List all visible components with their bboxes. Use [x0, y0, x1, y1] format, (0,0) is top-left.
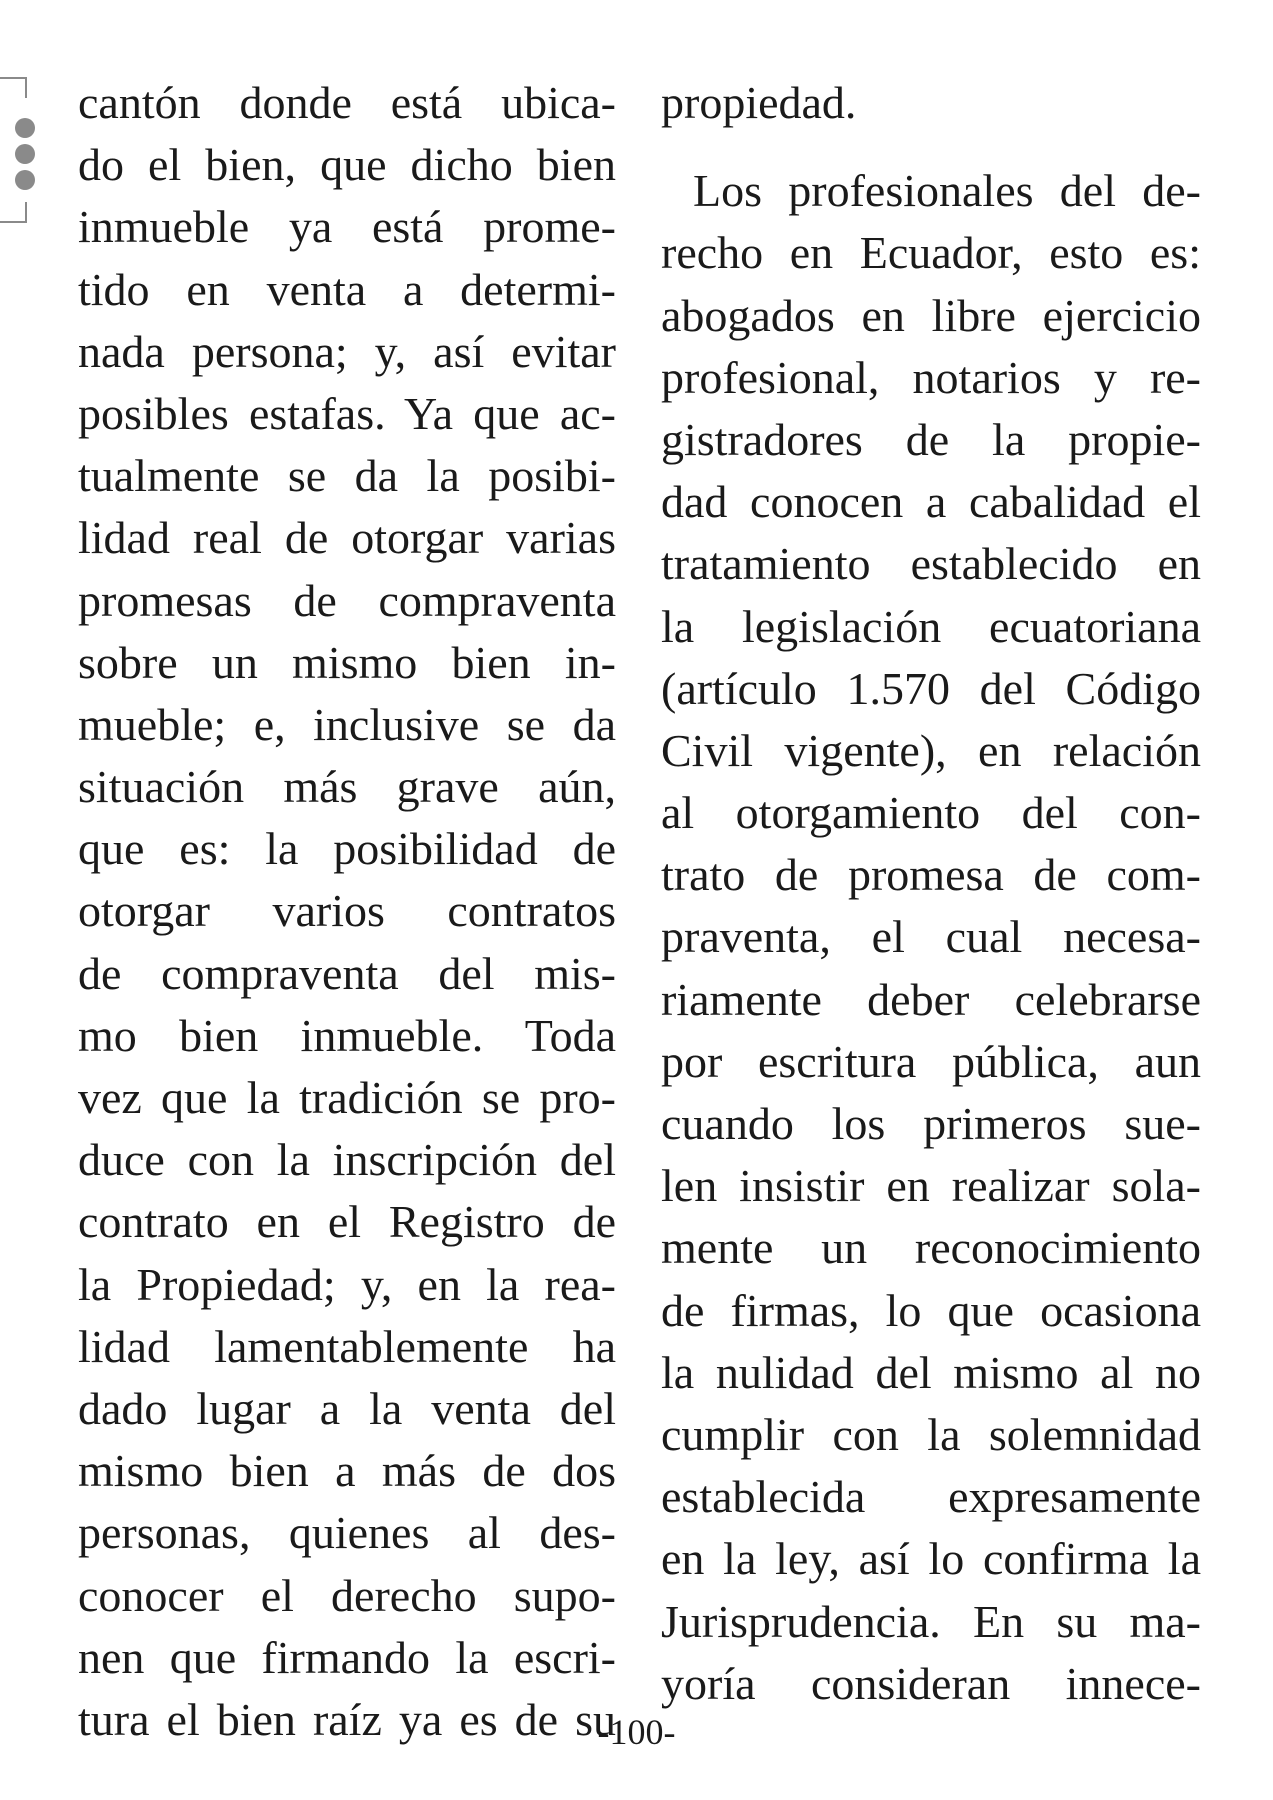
- text-line: otorgar varios contratos: [78, 885, 616, 937]
- text-line: vez que la tradición se pro-: [78, 1072, 616, 1123]
- text-line: Civil vigente), en relación: [661, 724, 1201, 776]
- text-line: profesional, notarios y re-: [661, 351, 1201, 403]
- left-text-column: [78, 72, 616, 1751]
- text-line: mo bien inmueble. Toda: [78, 1009, 616, 1061]
- text-line: gistradores de la propie-: [661, 413, 1201, 465]
- text-line: cumplir con la solemnidad: [661, 1408, 1201, 1460]
- text-line: recho en Ecuador, esto es:: [661, 227, 1201, 279]
- text-line: praventa, el cual necesa-: [661, 911, 1201, 963]
- page-number: -100-: [597, 1712, 676, 1752]
- text-line: de firmas, lo que ocasiona: [661, 1284, 1201, 1336]
- text-line: mismo bien a más de dos: [78, 1445, 616, 1497]
- text-line: al otorgamiento del con-: [661, 787, 1201, 839]
- text-line: contrato en el Registro de: [78, 1196, 616, 1248]
- section-marker-icon: [0, 76, 40, 226]
- text-line: cantón donde está ubica-: [78, 77, 616, 128]
- text-line: Jurisprudencia. En su ma-: [661, 1595, 1201, 1647]
- text-line: tura el bien raíz ya es de su: [78, 1693, 616, 1745]
- text-line: sobre un mismo bien in-: [78, 636, 616, 688]
- text-line: cuando los primeros sue-: [661, 1098, 1201, 1149]
- text-line: tualmente se da la posibi-: [78, 450, 616, 502]
- text-line: de compraventa del mis-: [78, 947, 616, 999]
- text-line: que es: la posibilidad de: [78, 823, 616, 875]
- text-line: inmueble ya está prome-: [78, 201, 616, 253]
- paragraph-profesionales: [661, 160, 1201, 1715]
- text-line: propiedad.: [661, 77, 857, 128]
- text-line: trato de promesa de com-: [661, 849, 1201, 901]
- text-line: en la ley, así lo confirma la: [661, 1533, 1201, 1585]
- text-line: tido en venta a determi-: [78, 263, 616, 315]
- text-line: la legislación ecuatoriana: [661, 600, 1201, 652]
- text-line: nen que firmando la escri-: [78, 1631, 616, 1683]
- text-line: personas, quienes al des-: [78, 1507, 616, 1559]
- text-line: abogados en libre ejercicio: [661, 289, 1201, 341]
- text-line: Los profesionales del de-: [693, 165, 1201, 217]
- text-line: mente un reconocimiento: [661, 1222, 1201, 1274]
- text-line: por escritura pública, aun: [661, 1035, 1201, 1087]
- text-line: promesas de compraventa: [78, 574, 616, 626]
- paragraph-continuation: [661, 72, 1201, 134]
- text-line: nada persona; y, así evitar: [78, 325, 616, 377]
- text-line: lidad lamentablemente ha: [78, 1320, 616, 1372]
- text-line: len insistir en realizar sola-: [661, 1160, 1201, 1212]
- text-line: la nulidad del mismo al no: [661, 1346, 1201, 1398]
- text-line: situación más grave aún,: [78, 761, 616, 813]
- text-line: dad conocen a cabalidad el: [661, 476, 1201, 528]
- text-line: duce con la inscripción del: [78, 1134, 616, 1186]
- text-line: dado lugar a la venta del: [78, 1382, 616, 1434]
- text-line: mueble; e, inclusive se da: [78, 698, 616, 750]
- text-line: do el bien, que dicho bien: [78, 139, 616, 191]
- text-line: posibles estafas. Ya que ac-: [78, 387, 616, 439]
- text-line: lidad real de otorgar varias: [78, 512, 616, 564]
- text-line: la Propiedad; y, en la rea-: [78, 1258, 616, 1310]
- text-line: conocer el derecho supo-: [78, 1569, 616, 1621]
- text-line: tratamiento establecido en: [661, 538, 1201, 590]
- right-text-column: [661, 72, 1201, 1715]
- text-line: (artículo 1.570 del Código: [661, 662, 1201, 714]
- text-line: establecida expresamente: [661, 1471, 1201, 1523]
- text-line: yoría consideran innece-: [661, 1657, 1201, 1709]
- text-line: riamente deber celebrarse: [661, 973, 1201, 1025]
